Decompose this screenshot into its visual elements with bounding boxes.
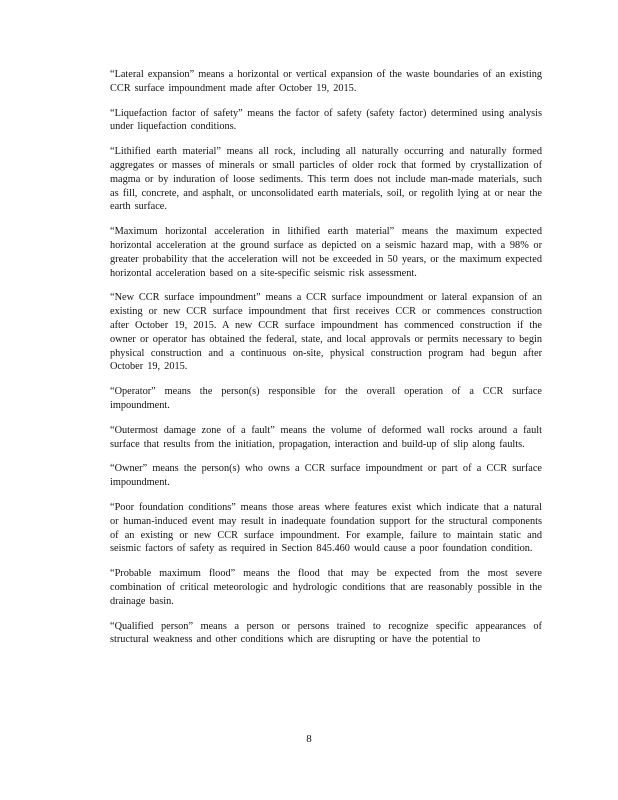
definition-liquefaction-factor-of-safety: “Liquefaction factor of safety” means the factor of safety (safety factor) determined using analysis under liquefaction conditions. [110,107,542,133]
page-number: 8 [306,733,312,745]
definition-qualified-person: “Qualified person” means a person or persons trained to recognize specific appearances of structural weakness and other conditions which are disrupting or have the potential to [110,620,542,646]
definition-probable-maximum-flood: “Probable maximum flood” means the flood that may be expected from the most severe combination of critical meteorologic and hydrologic conditions that are reasonably possible in the drainage basin. [110,568,542,607]
definition-new-ccr-surface-impoundment: “New CCR surface impoundment” means a CCR surface impoundment or lateral expansion of an existing or new CCR surface impoundment that first receives CCR or commences construction after October 19, 2015. A new CCR surface impoundment has commenced construction if the owner or operator has obtained the federal, state, and local approvals or permits necessary to begin physical construction and a continuous on-site, physical construction program had begun after October 19, 2015. [110,292,542,373]
definition-outermost-damage-zone: “Outermost damage zone of a fault” means the volume of deformed wall rocks around a fault surface that results from the initiation, propagation, interaction and build-up of slip along faults. [110,424,542,450]
definitions-list [110,68,542,658]
definition-operator: “Operator” means the person(s) responsible for the overall operation of a CCR surface impoundment. [110,386,542,411]
definition-owner: “Owner” means the person(s) who owns a CCR surface impoundment or part of a CCR surface impoundment. [110,463,542,489]
definition-lateral-expansion: “Lateral expansion” means a horizontal or vertical expansion of the waste boundaries of an existing CCR surface impoundment made after October 19, 2015. [110,69,542,94]
definition-maximum-horizontal-acceleration: “Maximum horizontal acceleration in lithified earth material” means the maximum expected horizontal acceleration at the ground surface as depicted on a seismic hazard map, with a 98% or greater probability that the acceleration will not be exceeded in 50 years, or the maximum expected horizontal acceleration based on a site-specific seismic risk assessment. [110,226,542,279]
definition-poor-foundation-conditions: “Poor foundation conditions” means those areas where features exist which indicate that a natural or human-induced event may result in inadequate foundation support for the structural components of an existing or new CCR surface impoundment. For example, failure to maintain static and seismic factors of safety as required in Section 845.460 would cause a poor foundation condition. [110,501,542,555]
definition-lithified-earth-material: “Lithified earth material” means all rock, including all naturally occurring and naturally formed aggregates or masses of minerals or small particles of older rock that formed by crystallization of magma or by induration of loose sediments. This term does not include man-made materials, such as fill, concrete, and asphalt, or unconsolidated earth materials, soil, or regolith lying at or near the earth surface. [110,146,542,213]
